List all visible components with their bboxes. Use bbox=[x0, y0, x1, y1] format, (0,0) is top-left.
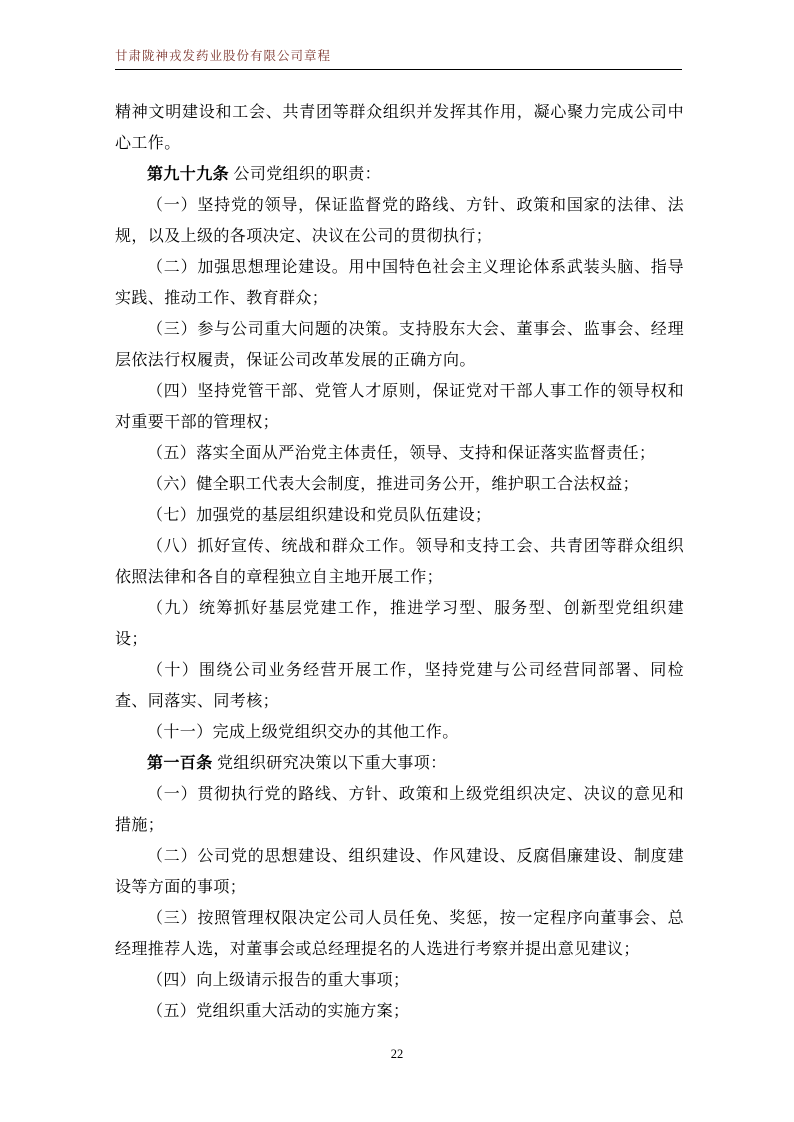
paragraph: （十）围绕公司业务经营开展工作，坚持党建与公司经营同部署、同检查、同落实、同考核； bbox=[115, 662, 684, 710]
paragraph: （十一）完成上级党组织交办的其他工作。 bbox=[147, 724, 459, 741]
paragraph: （一）坚持党的领导，保证监督党的路线、方针、政策和国家的法律、法规，以及上级的各项决定、决议在公司的贯彻执行； bbox=[115, 197, 684, 245]
paragraph: （三）按照管理权限决定公司人员任免、奖惩，按一定程序向董事会、总经理推荐人选，对董事会或总经理提名的人选进行考察并提出意见建议； bbox=[115, 910, 684, 958]
paragraph: （七）加强党的基层组织建设和党员队伍建设； bbox=[147, 507, 492, 524]
paragraph: （五）落实全面从严治党主体责任，领导、支持和保证落实监督责任； bbox=[147, 445, 656, 462]
page-number: 22 bbox=[390, 1047, 404, 1061]
article-number: 第九十九条 bbox=[147, 166, 230, 183]
article-heading: 第九十九条 公司党组织的职责： bbox=[147, 166, 382, 183]
paragraph: 精神文明建设和工会、共青团等群众组织并发挥其作用，凝心聚力完成公司中心工作。 bbox=[115, 104, 684, 152]
document-body bbox=[115, 97, 684, 1027]
paragraph: （二）加强思想理论建设。用中国特色社会主义理论体系武装头脑、指导实践、推动工作、教育群众； bbox=[115, 259, 684, 307]
page-header bbox=[115, 46, 682, 70]
paragraph: （四）向上级请示报告的重大事项； bbox=[147, 972, 410, 989]
paragraph: （五）党组织重大活动的实施方案； bbox=[147, 1003, 410, 1020]
paragraph: （九）统筹抓好基层党建工作，推进学习型、服务型、创新型党组织建设； bbox=[115, 600, 684, 648]
paragraph: （二）公司党的思想建设、组织建设、作风建设、反腐倡廉建设、制度建设等方面的事项； bbox=[115, 848, 684, 896]
paragraph: （六）健全职工代表大会制度，推进司务公开，维护职工合法权益； bbox=[147, 476, 640, 493]
article-heading: 第一百条 党组织研究决策以下重大事项： bbox=[147, 755, 447, 772]
article-number: 第一百条 bbox=[147, 755, 213, 772]
paragraph: （四）坚持党管干部、党管人才原则，保证党对干部人事工作的领导权和对重要干部的管理权； bbox=[115, 383, 684, 431]
header-rule bbox=[115, 69, 682, 70]
document-title: 甘肃陇神戎发药业股份有限公司章程 bbox=[115, 49, 332, 63]
page-footer bbox=[0, 1047, 794, 1062]
paragraph: （三）参与公司重大问题的决策。支持股东大会、董事会、监事会、经理层依法行权履责，保证公司改革发展的正确方向。 bbox=[115, 321, 684, 369]
paragraph: （八）抓好宣传、统战和群众工作。领导和支持工会、共青团等群众组织依照法律和各自的章程独立自主地开展工作； bbox=[115, 538, 684, 586]
paragraph: （一）贯彻执行党的路线、方针、政策和上级党组织决定、决议的意见和措施； bbox=[115, 786, 684, 834]
